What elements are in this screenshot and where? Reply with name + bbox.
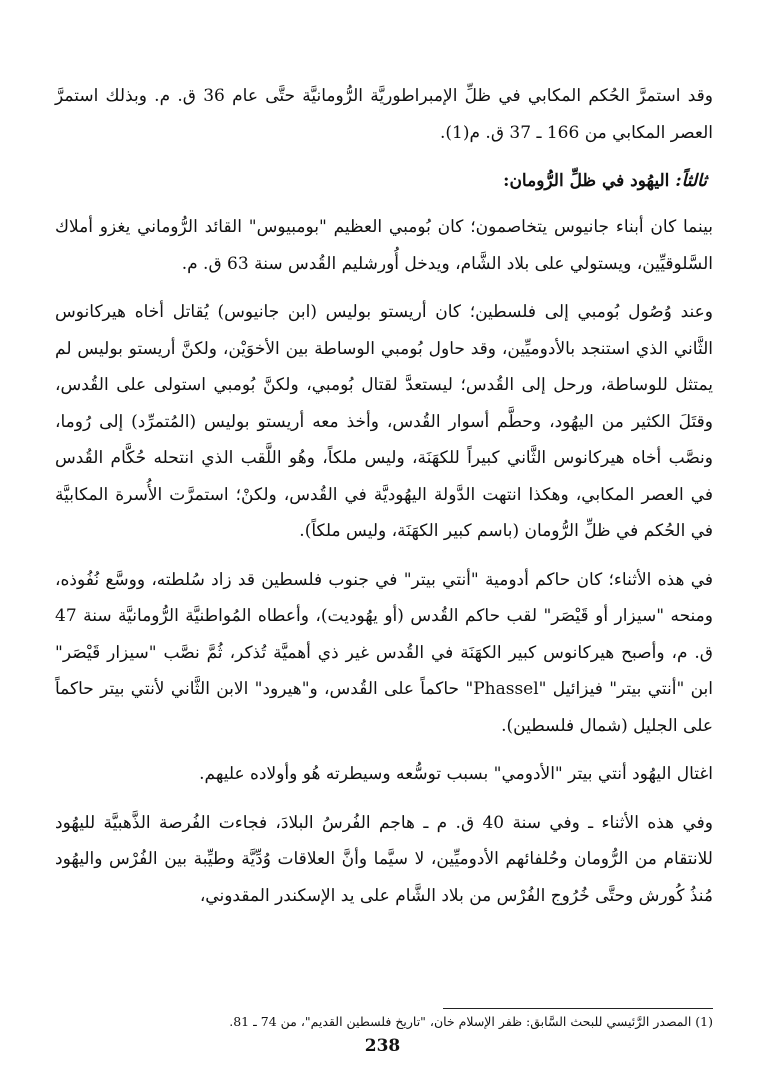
page-number: 238 (364, 1036, 401, 1056)
paragraph-persians: وفي هذه الأثناء ـ وفي سنة 40 ق. م ـ هاجم الفُرسُ البلادَ، فجاءت الفُرصة الذَّهبيَّة لليهُود للانتقام من الرُّومان وحُلفائهم الأدوميِّين، لا سيَّما وأنَّ العلاقات وُدِّيَّة وطيِّبة بين الفُرْس واليهُود مُنذُ كُورش وحتَّى خُرُوج الفُرْس من بلاد الشَّام على يد الإسكندر المقدوني، (55, 812, 713, 906)
page-body (55, 78, 713, 926)
section-heading (55, 163, 713, 199)
section-heading-lead: ثالثاً: (675, 171, 707, 191)
paragraph-antipater: في هذه الأثناء؛ كان حاكم أدومية "أنتي بيتر" في جنوب فلسطين قد زاد سُلطته، ووسَّع نُفُوذه، ومنحه "سيزار أو قَيْصَر" لقب حاكم القُدس (أو يهُوديت)، وأعطاه المُواطنيَّة الرُّومانيَّة سنة 47 ق. م، وأصبح هيركانوس كبير الكهَنَة في القُدس غير ذي أهميَّة تُذكر، ثُمَّ نصَّب "سيزار قَيْصَر" ابن "أنتي بيتر" فيزائيل "Phassel" حاكماً على القُدس، و"هيرود" الابن الثَّاني لأنتي بيتر حاكماً على الجليل (شمال فلسطين). (55, 569, 713, 736)
paragraph-pompey-invasion: بينما كان أبناء جانيوس يتخاصمون؛ كان بُومبي العظيم "بومبيوس" القائد الرُّوماني يغزو أملاك السَّلوقيِّين، ويستولي على بلاد الشَّام، ويدخل أُورشليم القُدس سنة 63 ق. م. (55, 217, 713, 274)
paragraph-aristobulus: وعند وُصُول بُومبي إلى فلسطين؛ كان أريستو بوليس (ابن جانيوس) يُقاتل أخاه هيركانوس الثَّاني الذي استنجد بالأدوميِّين، وقد حاول بُومبي الوساطة بين الأخوَيْن، ولكنَّ أريستو بوليس لم يمتثل للوساطة، ورحل إلى القُدس؛ ليستعدَّ لقتال بُومبي، ولكنَّ بُومبي استولى على القُدس، وقتَلَ الكثير من اليهُود، وحطَّم أسوار القُدس، وأخذ معه أريستو بوليس (المُتمرِّد) إلى رُوما، ونصَّب أخاه هيركانوس الثَّاني كبيراً للكهَنَة، وليس ملكاً، وهُو اللَّقب الذي انتحله حُكَّام القُدس في العصر المكابي، وهكذا انتهت الدَّولة اليهُوديَّة في القُدس، ولكنْ؛ استمرَّت الأُسرة المكابيَّة في الحُكم في ظلِّ الرُّومان (باسم كبير الكهَنَة، وليس ملكاً). (55, 302, 713, 541)
section-heading-title: اليهُود في ظلِّ الرُّومان: (503, 171, 670, 191)
footnote-divider (443, 1008, 713, 1009)
paragraph-assassination: اغتال اليهُود أنتي بيتر "الأدومي" بسبب توسُّعه وسيطرته هُو وأولاده عليهم. (199, 764, 713, 784)
paragraph-maccabean-rule: وقد استمرَّ الحُكم المكابي في ظلِّ الإمبراطوريَّة الرُّومانيَّة حتَّى عام 36 ق. م. وبذلك استمرَّ العصر المكابي من 166 ـ 37 ق. م(1). (55, 86, 713, 143)
footnote: (1) المصدر الرَّئيسي للبحث السَّابق: ظفر الإسلام خان، "تاريخ فلسطين القديم"، من 74 ـ 81. (229, 1014, 713, 1029)
